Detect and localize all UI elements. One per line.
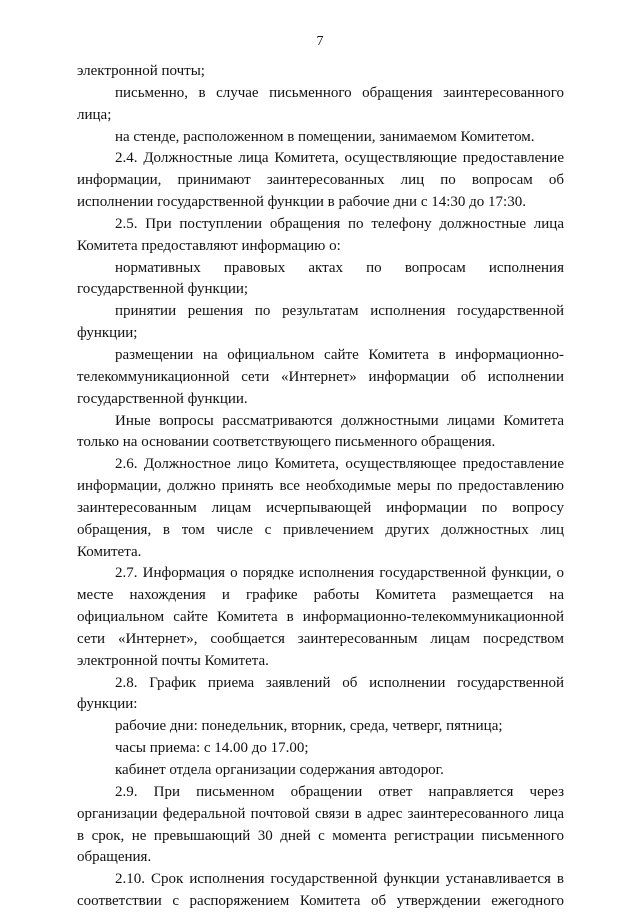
paragraph: рабочие дни: понедельник, вторник, среда, четверг, пятница; [115, 718, 503, 735]
paragraph: 2.5. При поступлении обращения по телефону должностные лица Комитета предоставляют информацию о: [77, 215, 564, 254]
paragraph: принятии решения по результатам исполнения государственной функции; [77, 303, 564, 342]
document-body [77, 61, 564, 913]
paragraph: часы приема: с 14.00 до 17.00; [115, 740, 309, 757]
paragraph: на стенде, расположенном в помещении, занимаемом Комитетом. [115, 128, 535, 145]
paragraph: нормативных правовых актах по вопросам исполнения государственной функции; [77, 259, 564, 298]
paragraph: 2.10. Срок исполнения государственной функции устанавливается в соответствии с распоряжением Комитета об утверждении ежегодного [77, 871, 564, 910]
paragraph: 2.7. Информация о порядке исполнения государственной функции, о месте нахождения и графике работы Комитета размещается на официальном сайте Комитета в информационно-телекоммуникационной сети «Интернет», сообщается заинтересованным лицам посредством электронной почты Комитета. [77, 565, 564, 669]
paragraph: 2.6. Должностное лицо Комитета, осуществляющее предоставление информации, должно принять все необходимые меры по предоставлению заинтересованным лицам исчерпывающей информации по вопросу обращения, в том числе с привлечением других должностных лиц Комитета. [77, 456, 564, 560]
paragraph: Иные вопросы рассматриваются должностными лицами Комитета только на основании соответствующего письменного обращения. [77, 412, 564, 451]
paragraph: 2.9. При письменном обращении ответ направляется через организации федеральной почтовой связи в адрес заинтересованного лица в срок, не превышающий 30 дней с момента регистрации письменного обращения. [77, 783, 564, 866]
paragraph: 2.4. Должностные лица Комитета, осуществляющие предоставление информации, принимают заинтересованных лиц по вопросам об исполнении государственной функции в рабочие дни с 14:30 до 17:30. [77, 150, 564, 211]
paragraph: размещении на официальном сайте Комитета в информационно-телекоммуникационной сети «Интернет» информации об исполнении государственной функции. [77, 346, 564, 407]
page-number: 7 [316, 34, 324, 49]
paragraph: электронной почты; [77, 63, 205, 79]
paragraph: 2.8. График приема заявлений об исполнении государственной функции: [77, 674, 564, 713]
paragraph: письменно, в случае письменного обращения заинтересованного лица; [77, 84, 564, 123]
paragraph: кабинет отдела организации содержания автодорог. [115, 762, 444, 778]
